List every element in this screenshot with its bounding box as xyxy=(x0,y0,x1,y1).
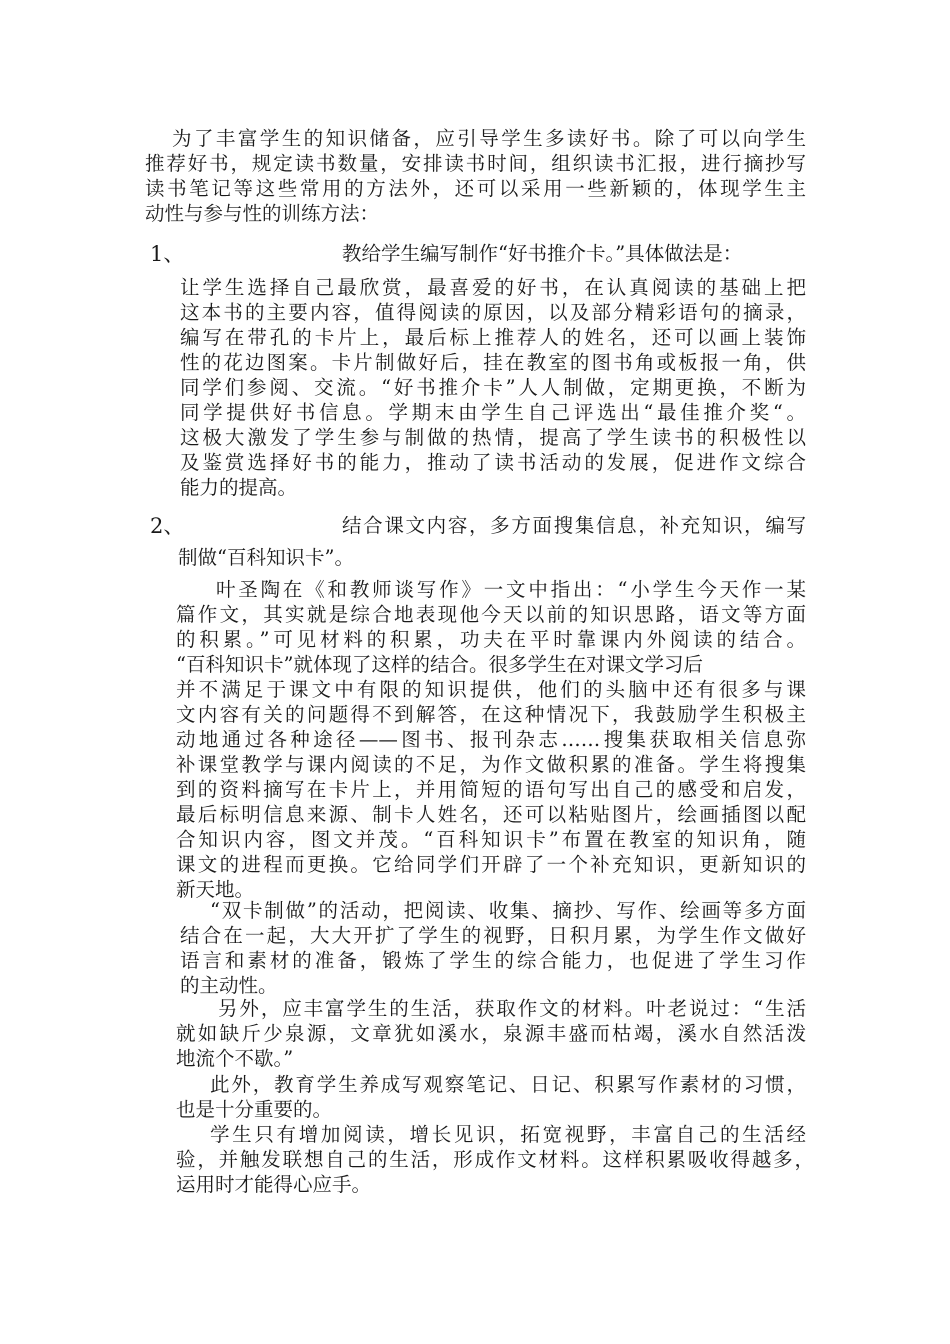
item-1-body-line-5: 同学们参阅、交流。“好书推介卡”人人制做，定期更换，不断为 xyxy=(180,376,806,399)
item-1-body-line-8: 及鉴赏选择好书的能力，推动了读书活动的发展，促进作文综合 xyxy=(180,451,806,474)
reading-line-1: 学生只有增加阅读，增长见识，拓宽视野，丰富自己的生活经 xyxy=(210,1123,806,1146)
life-line-1: 另外，应丰富学生的生活，获取作文的材料。叶老说过：“生活 xyxy=(218,997,806,1020)
item-2-body-line-4: “百科知识卡”就体现了这样的结合。很多学生在对课文学习后 xyxy=(176,653,703,676)
item-1-body-line-1: 让学生选择自己最欣赏，最喜爱的好书，在认真阅读的基础上把 xyxy=(180,276,806,299)
item-1-body-line-4: 性的花边图案。卡片制做好后，挂在教室的图书角或板报一角，供 xyxy=(180,351,806,374)
habit-line-1: 此外，教育学生养成写观察笔记、日记、积累写作素材的习惯， xyxy=(210,1073,806,1096)
item-2-body-line-11: 合知识内容，图文并茂。“百科知识卡”布置在教室的知识角，随 xyxy=(176,828,806,851)
intro-line-1: 为了丰富学生的知识储备，应引导学生多读好书。除了可以向学生 xyxy=(172,127,806,150)
item-1-body-line-6: 同学提供好书信息。学期末由学生自己评选出“最佳推介奖“。 xyxy=(180,401,806,424)
life-line-2: 就如缺斤少泉源，文章犹如溪水，泉源丰盛而枯竭，溪水自然活泼 xyxy=(176,1022,806,1045)
double-card-line-1: “双卡制做”的活动，把阅读、收集、摘抄、写作、绘画等多方面 xyxy=(210,899,806,922)
item-2-heading-cont: 制做“百科知识卡”。 xyxy=(178,546,354,569)
double-card-line-2: 结合在一起，大大开扩了学生的视野，日积月累，为学生作文做好 xyxy=(180,924,806,947)
item-2-body-line-5: 并不满足于课文中有限的知识提供，他们的头脑中还有很多与课 xyxy=(176,678,806,701)
item-1-heading: 教给学生编写制作“好书推介卡。”具体做法是： xyxy=(342,242,743,265)
double-card-line-3: 语言和素材的准备，锻炼了学生的综合能力，也促进了学生习作 xyxy=(180,949,806,972)
double-card-line-4: 的主动性。 xyxy=(180,974,278,997)
intro-line-2: 推荐好书，规定读书数量，安排读书时间，组织读书汇报，进行摘抄写 xyxy=(145,152,806,175)
life-line-3: 地流个不歇。” xyxy=(176,1047,294,1070)
item-1-body-line-9: 能力的提高。 xyxy=(180,476,298,499)
item-1-body-line-7: 这极大激发了学生参与制做的热情，提高了学生读书的积极性以 xyxy=(180,426,806,449)
intro-line-3: 读书笔记等这些常用的方法外，还可以采用一些新颖的，体现学生主 xyxy=(145,177,806,200)
item-2-body-line-10: 最后标明信息来源、制卡人姓名，还可以粘贴图片，绘画插图以配 xyxy=(176,803,806,826)
reading-line-2: 验，并触发联想自己的生活，形成作文材料。这样积累吸收得越多， xyxy=(176,1148,814,1171)
item-2-heading: 结合课文内容，多方面搜集信息，补充知识，编写 xyxy=(342,514,806,537)
habit-line-2: 也是十分重要的。 xyxy=(176,1098,333,1121)
item-2-body-line-13: 新天地。 xyxy=(176,878,255,901)
item-2-body-line-12: 课文的进程而更换。它给同学们开辟了一个补充知识，更新知识的 xyxy=(176,853,806,876)
item-1-body-line-2: 这本书的主要内容，值得阅读的原因，以及部分精彩语句的摘录， xyxy=(180,301,806,324)
item-2-body-line-7: 动地通过各种途径——图书、报刊杂志……搜集获取相关信息弥 xyxy=(176,728,806,751)
item-2-number: 2、 xyxy=(150,514,185,538)
item-2-body-line-3: 的积累。”可见材料的积累，功夫在平时靠课内外阅读的结合。 xyxy=(176,628,806,651)
item-1-number: 1、 xyxy=(150,242,185,266)
item-2-body-line-6: 文内容有关的问题得不到解答，在这种情况下，我鼓励学生积极主 xyxy=(176,703,806,726)
reading-line-3: 运用时才能得心应手。 xyxy=(176,1173,372,1196)
item-2-body-line-8: 补课堂教学与课内阅读的不足，为作文做积累的准备。学生将搜集 xyxy=(176,753,806,776)
intro-line-4: 动性与参与性的训练方法： xyxy=(145,202,380,225)
item-2-body-line-2: 篇作文，其实就是综合地表现他今天以前的知识思路，语文等方面 xyxy=(176,603,806,626)
item-2-body-line-9: 到的资料摘写在卡片上，并用简短的语句写出自己的感受和启发， xyxy=(176,778,806,801)
item-1-body-line-3: 编写在带孔的卡片上，最后标上推荐人的姓名，还可以画上装饰 xyxy=(180,326,806,349)
item-2-body-line-1: 叶圣陶在《和教师谈写作》一文中指出：“小学生今天作一某 xyxy=(216,578,806,601)
